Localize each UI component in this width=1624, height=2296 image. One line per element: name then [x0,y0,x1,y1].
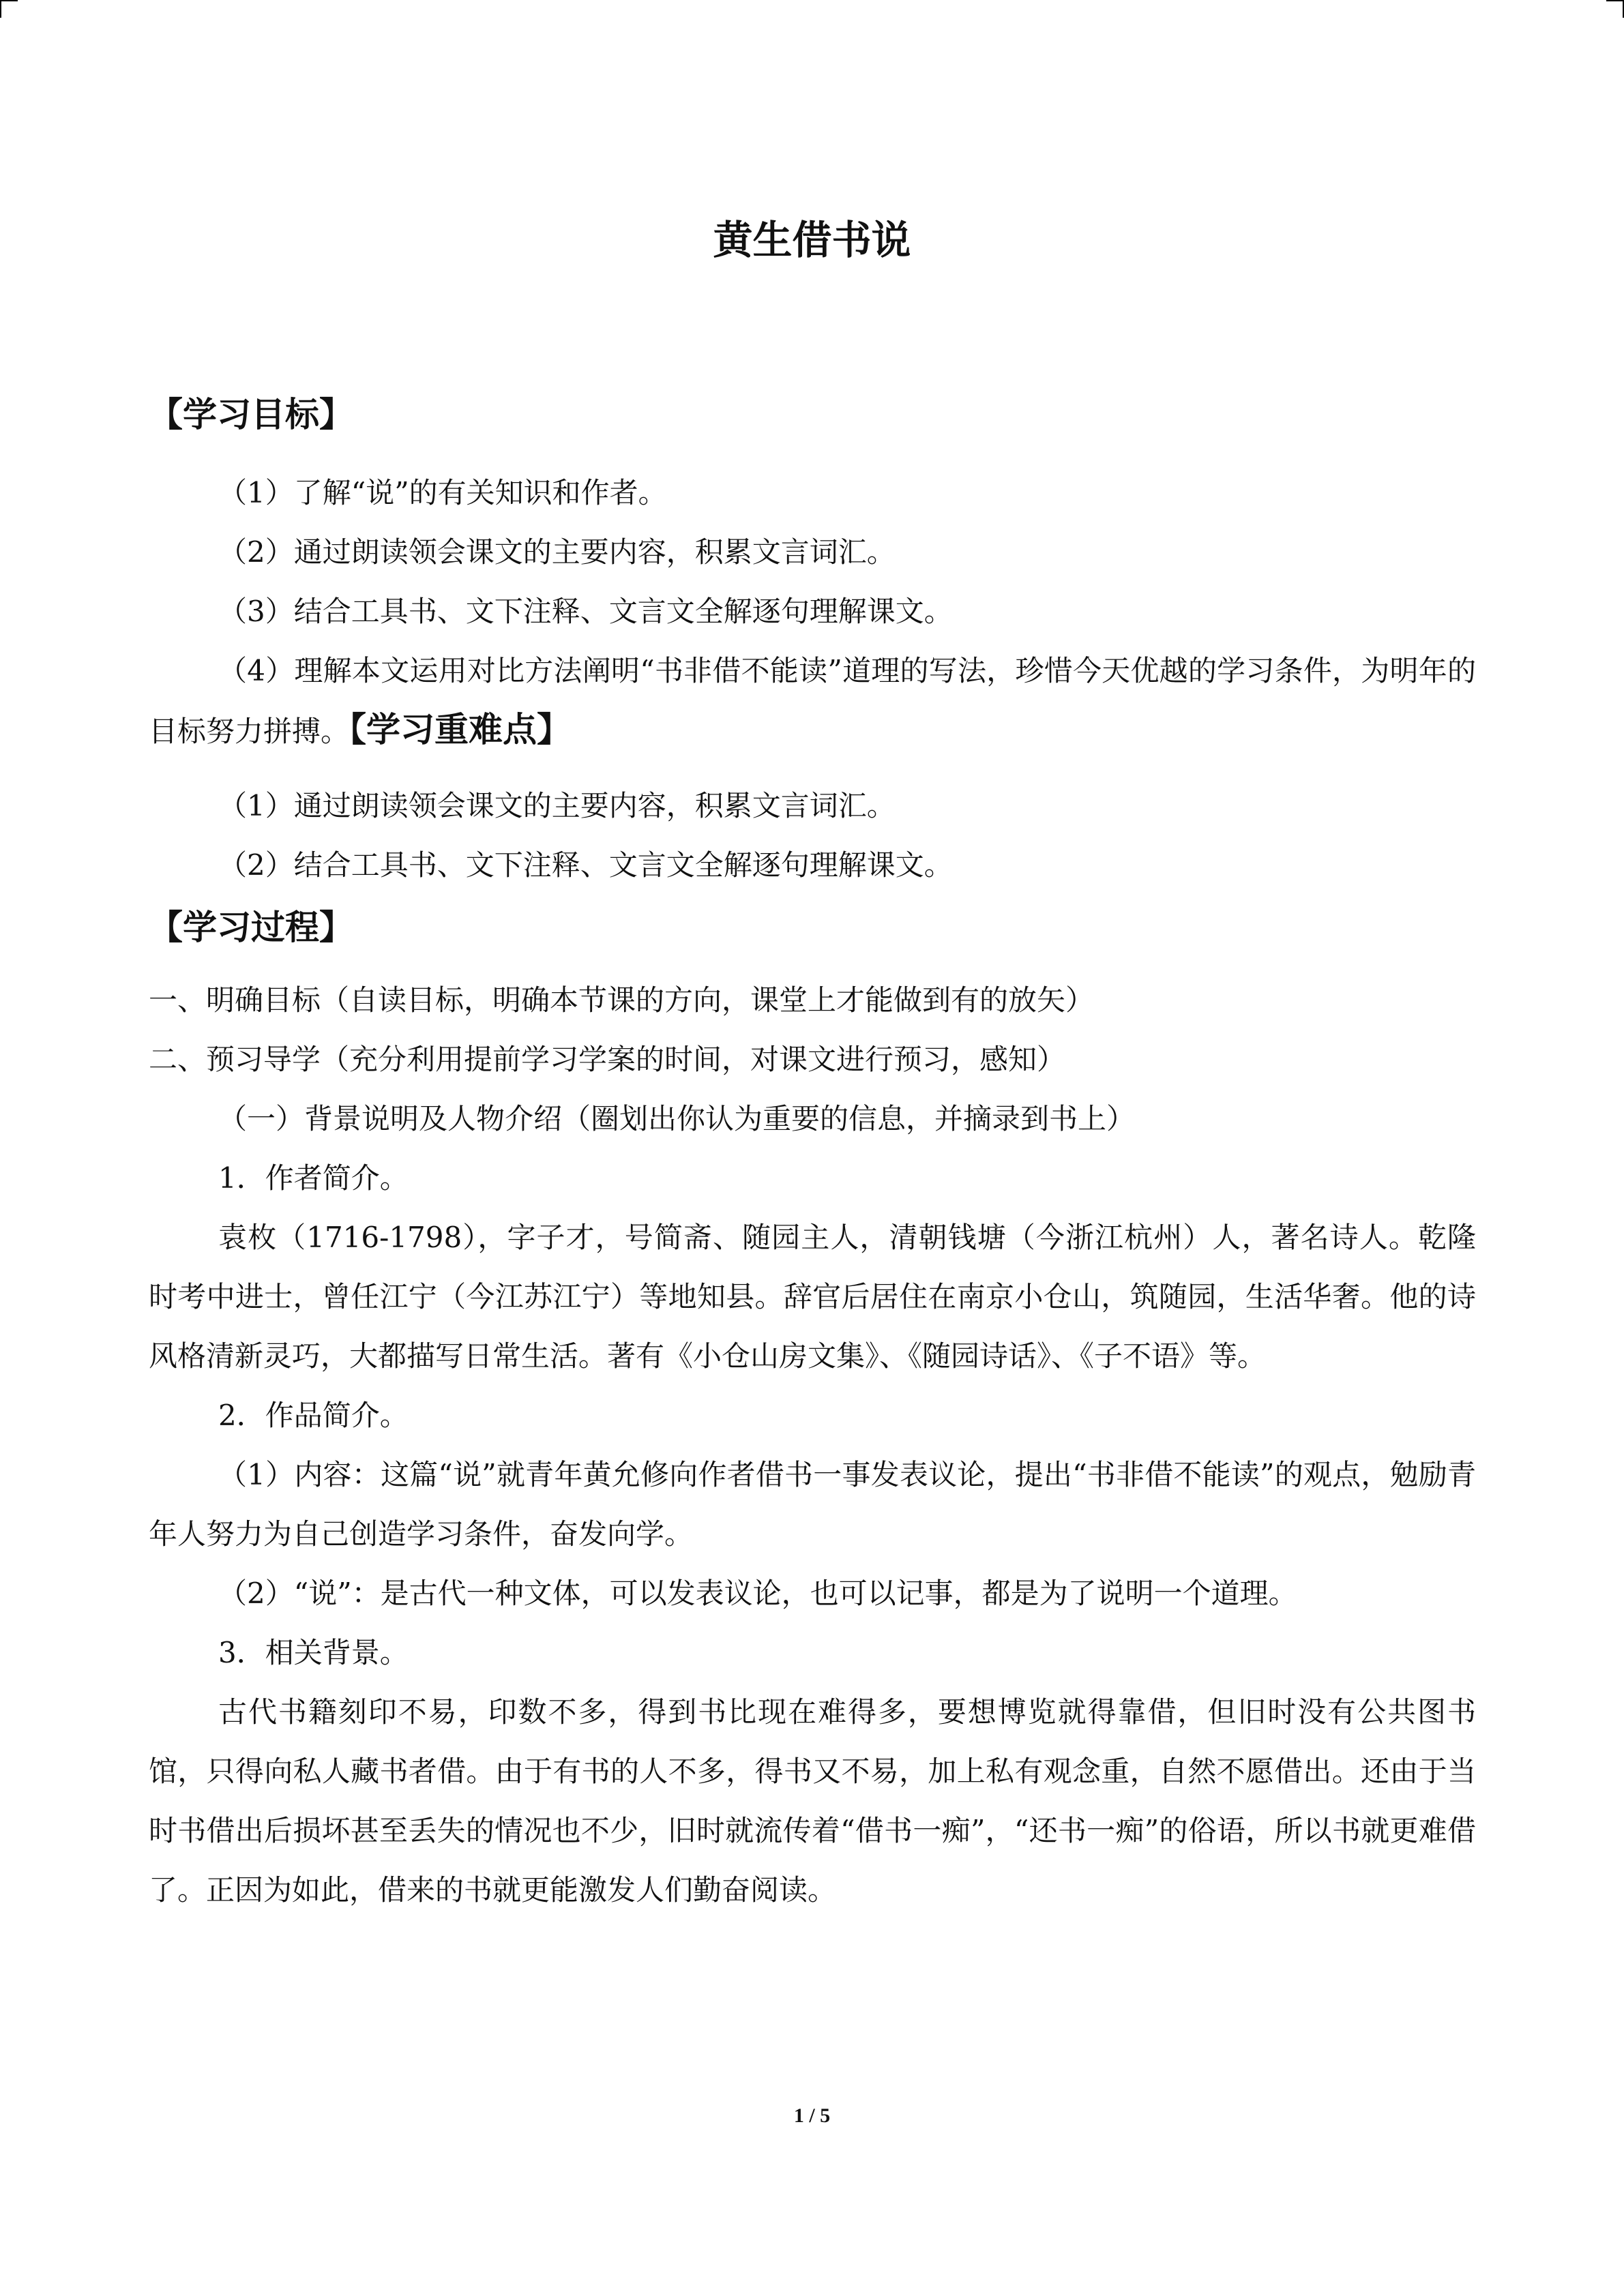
author-paragraph: 袁枚（1716-1798），字子才，号简斋、随园主人，清朝钱塘（今浙江杭州）人，著名诗人。乾隆时考中进士，曾任江宁（今江苏江宁）等地知县。辞官后居住在南京小仓山，筑随园，生活华奢。他的诗风格清新灵巧，大都描写日常生活。著有《小仓山房文集》、《随园诗话》、《子不语》等。 [149,1221,1476,1373]
work-genre-paragraph: （2）“说”：是古代一种文体，可以发表议论，也可以记事，都是为了说明一个道理。 [218,1577,1297,1610]
objective-item-4-text: （4）理解本文运用对比方法阐明“书非借不能读”道理的写法，珍惜今天优越的学习条件，为明年的目标努力拼搏。 [149,654,1476,748]
page-title: 黄生借书说 [713,217,911,263]
process-heading: 【学习过程】 [149,908,353,947]
background-paragraph: 古代书籍刻印不易，印数不多，得到书比现在难得多，要想博览就得靠借，但旧时没有公共图书馆，只得向私人藏书者借。由于有书的人不多，得书又不易，加上私有观念重，自然不愿借出。还由于当时书借出后损坏甚至丢失的情况也不少，旧时就流传着“借书一痴”，“还书一痴”的俗语，所以书就更难借了。正因为如此，借来的书就更能激发人们勤奋阅读。 [149,1695,1476,1907]
document-body [149,382,1476,1920]
objective-item-1: （1）了解“说”的有关知识和作者。 [218,476,667,509]
objective-item-2: （2）通过朗读领会课文的主要内容，积累文言词汇。 [218,535,896,569]
key-points-heading: 【学习重难点】 [349,710,572,749]
key-point-item-1: （1）通过朗读领会课文的主要内容，积累文言词汇。 [218,789,896,822]
background-label: 3．相关背景。 [218,1636,409,1669]
page-number: 1 / 5 [793,2104,831,2127]
work-label: 2．作品简介。 [218,1399,409,1432]
objective-item-3: （3）结合工具书、文下注释、文言文全解逐句理解课文。 [218,595,953,628]
key-point-item-2: （2）结合工具书、文下注释、文言文全解逐句理解课文。 [218,848,953,882]
process-step-1: 一、明确目标（自读目标，明确本节课的方向，课堂上才能做到有的放矢） [149,983,1095,1017]
author-label: 1．作者简介。 [218,1161,409,1195]
objectives-heading: 【学习目标】 [149,395,353,434]
work-content-paragraph: （1）内容：这篇“说”就青年黄允修向作者借书一事发表议论，提出“书非借不能读”的观点，勉励青年人努力为自己创造学习条件，奋发向学。 [149,1458,1476,1551]
process-sub-1: （一）背景说明及人物介绍（圈划出你认为重要的信息，并摘录到书上） [218,1102,1136,1135]
process-step-2: 二、预习导学（充分利用提前学习学案的时间，对课文进行预习，感知） [149,1043,1066,1076]
crop-mark-top-right [1606,0,1624,1]
crop-mark-top-left-vertical [0,0,1,18]
objective-item-4 [149,641,1476,761]
crop-mark-top-left [0,0,18,1]
